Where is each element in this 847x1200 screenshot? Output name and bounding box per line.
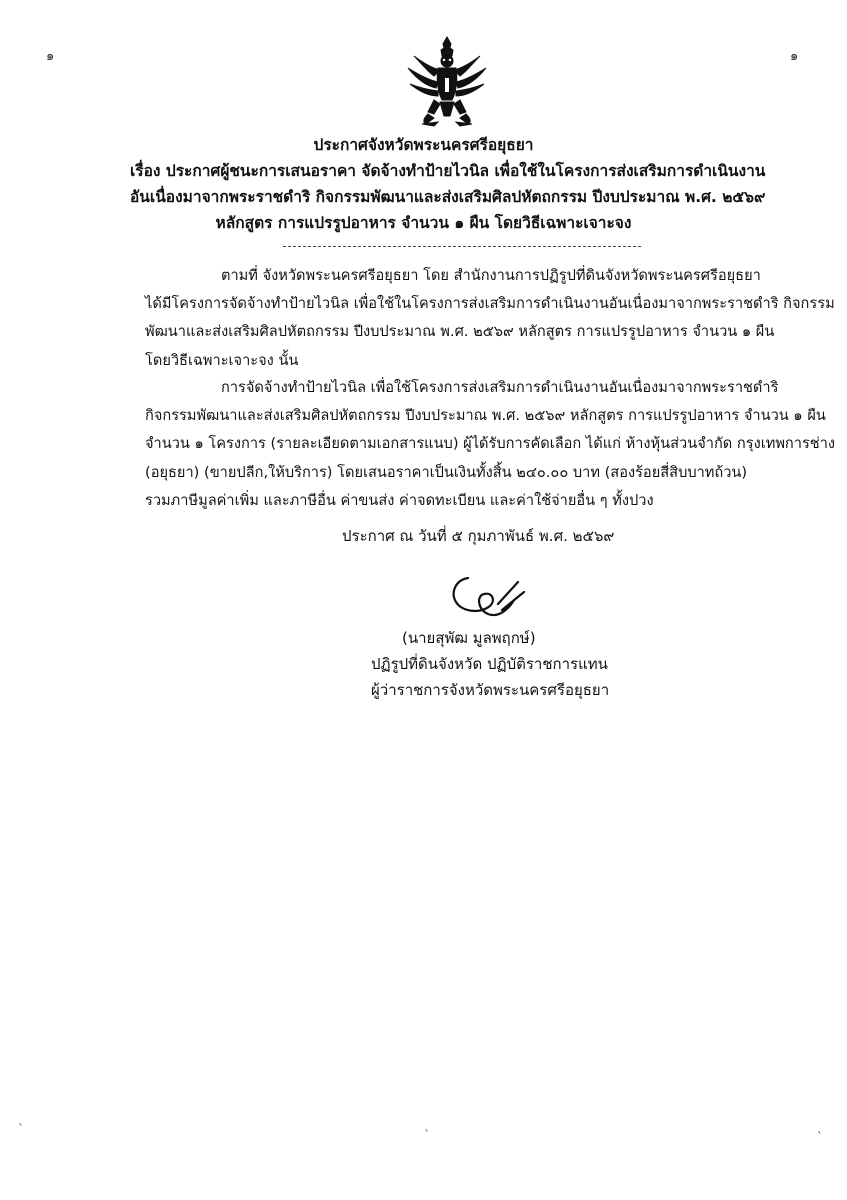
announcement-date: ประกาศ ณ วันที่ ๕ กุมภาพันธ์ พ.ศ. ๒๕๖๙ (342, 527, 615, 545)
footer-mark-right: ` (817, 1130, 823, 1144)
subject-line-3: หลักสูตร การแปรรูปอาหาร จำนวน ๑ ผืน โดยวิธีเฉพาะเจาะจง (215, 214, 632, 232)
paragraph-2-line: รวมภาษีมูลค่าเพิ่ม และภาษีอื่น ค่าขนส่ง ค่าจดทะเบียน และค่าใช้จ่ายอื่น ๆ ทั้งปวง (145, 491, 654, 509)
corner-mark-right: ๑ (790, 49, 799, 64)
paragraph-2-line: กิจกรรมพัฒนาและส่งเสริมศิลปหัตถกรรม ปีงบประมาณ พ.ศ. ๒๕๖๙ หลักสูตร การแปรรูปอาหาร จำนวน ๑ ผืน (145, 407, 826, 425)
paragraph-2-line: การจัดจ้างทำป้ายไวนิล เพื่อใช้โครงการส่งเสริมการดำเนินงานอันเนื่องมาจากพระราชดำริ (221, 379, 779, 396)
paragraph-2 (145, 374, 836, 515)
subject-line-2: อันเนื่องมาจากพระราชดำริ กิจกรรมพัฒนาและส่งเสริมศิลปหัตถกรรม ปีงบประมาณ พ.ศ. ๒๕๖๙ (130, 188, 766, 206)
garuda-emblem-icon (404, 34, 490, 128)
signatory-position-2: ผู้ว่าราชการจังหวัดพระนครศรีอยุธยา (371, 681, 610, 699)
paragraph-1 (145, 262, 835, 375)
handwritten-signature (428, 570, 528, 630)
announcement-title: ประกาศจังหวัดพระนครศรีอยุธยา (313, 136, 534, 154)
signatory-position-1: ปฏิรูปที่ดินจังหวัด ปฏิบัติราชการแทน (371, 655, 608, 673)
paragraph-1-line: ตามที่ จังหวัดพระนครศรีอยุธยา โดย สำนักงานการปฏิรูปที่ดินจังหวัดพระนครศรีอยุธยา (221, 267, 761, 284)
corner-mark-left: ๑ (46, 49, 55, 64)
paragraph-1-line: ได้มีโครงการจัดจ้างทำป้ายไวนิล เพื่อใช้ในโครงการส่งเสริมการดำเนินงานอันเนื่องมาจากพระราชดำริ กิจกรรม (145, 295, 835, 313)
subject-line-1: เรื่อง ประกาศผู้ชนะการเสนอราคา จัดจ้างทำป้ายไวนิล เพื่อใช้ในโครงการส่งเสริมการดำเนินงาน (130, 162, 766, 180)
paragraph-2-line: (อยุธยา) (ขายปลีก,ให้บริการ) โดยเสนอราคาเป็นเงินทั้งสิ้น ๒๔๐.๐๐ บาท (สองร้อยสี่สิบบาทถ้วน) (145, 463, 748, 481)
header-divider (283, 246, 641, 247)
footer-mark-left: ` (18, 1122, 24, 1136)
paragraph-1-line: พัฒนาและส่งเสริมศิลปหัตถกรรม ปีงบประมาณ พ.ศ. ๒๕๖๙ หลักสูตร การแปรรูปอาหาร จำนวน ๑ ผืน (145, 323, 775, 341)
paragraph-1-line: โดยวิธีเฉพาะเจาะจง นั้น (145, 351, 299, 369)
signatory-name: (นายสุพัฒ มูลพฤกษ์) (402, 629, 536, 647)
footer-mark-center: ` (424, 1128, 430, 1142)
paragraph-2-line: จำนวน ๑ โครงการ (รายละเอียดตามเอกสารแนบ) ผู้ได้รับการคัดเลือก ได้แก่ ห้างหุ้นส่วนจำกัด กรุงเทพการช่าง (145, 435, 836, 453)
